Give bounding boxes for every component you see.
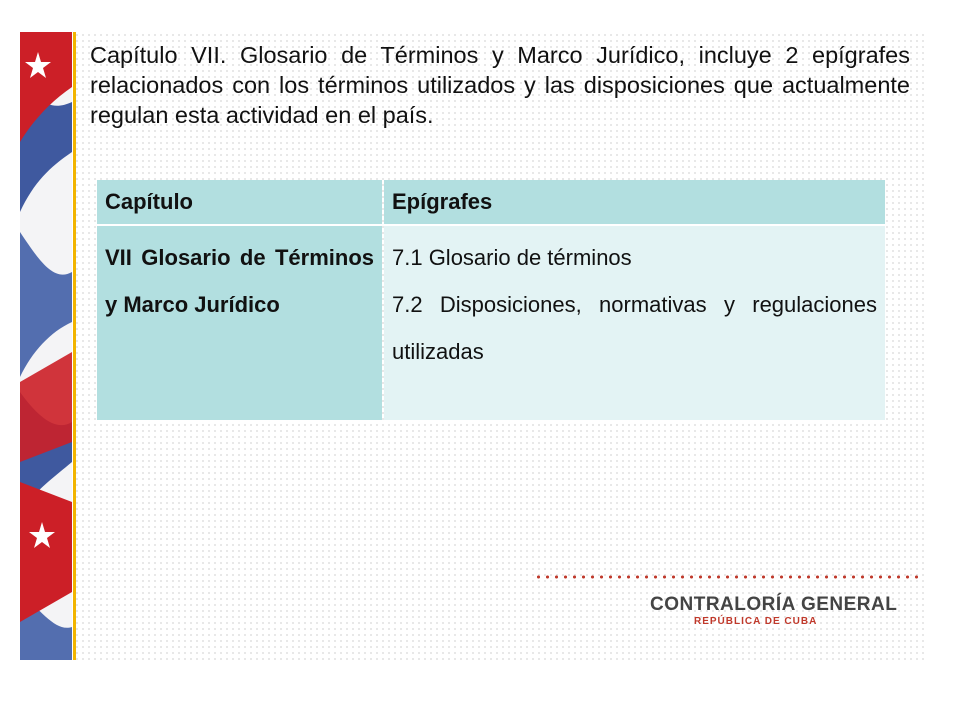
cuban-flag-image	[20, 32, 72, 660]
contraloria-logo	[534, 570, 924, 640]
accent-divider-line	[73, 32, 76, 660]
logo-title: CONTRALORÍA GENERAL	[650, 594, 898, 615]
epigraphs-cell	[384, 226, 885, 420]
chapter-table	[95, 178, 887, 422]
header-epigraphs: Epígrafes	[384, 180, 885, 224]
chapter-cell: VII Glosario de Términos y Marco Jurídico	[97, 226, 382, 420]
epigraph-item: 7.1 Glosario de términos	[392, 245, 632, 270]
header-chapter: Capítulo	[97, 180, 382, 224]
dotted-line-decoration	[534, 575, 924, 579]
intro-paragraph: Capítulo VII. Glosario de Términos y Marco Jurídico, incluye 2 epígrafes relacionados con los términos utilizados y las disposiciones que actualmente regulan esta actividad en el país.	[90, 42, 910, 128]
logo-subtitle: REPÚBLICA DE CUBA	[694, 616, 818, 627]
epigraph-item: 7.2 Disposiciones, normativas y regulaciones utilizadas	[392, 292, 877, 364]
table-row	[97, 226, 885, 420]
table-header-row	[97, 180, 885, 224]
